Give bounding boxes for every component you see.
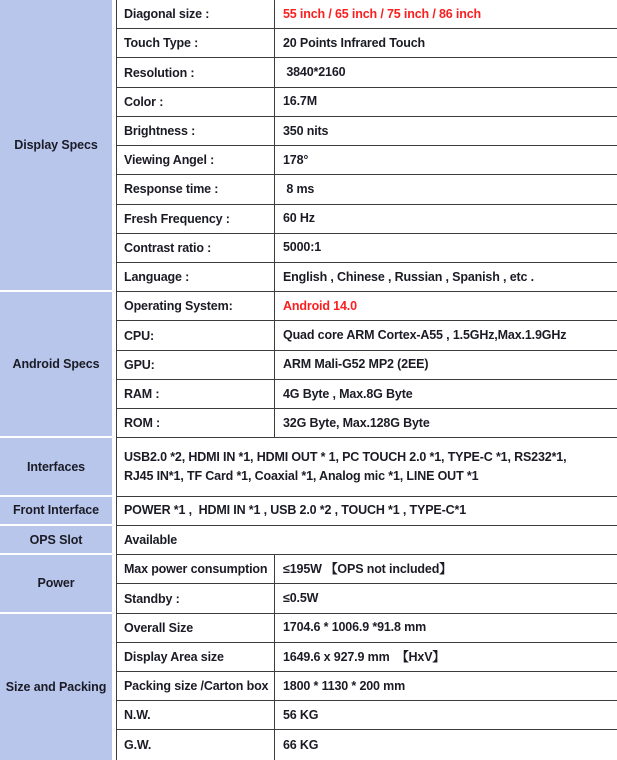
section-header-display-specs: Display Specs [0, 0, 112, 292]
row-label: CPU: [117, 321, 275, 349]
row-value: Quad core ARM Cortex-A55 , 1.5GHz,Max.1.9GHz [283, 328, 567, 343]
section-interfaces [0, 438, 617, 496]
row-value: 1649.6 x 927.9 mm 【HxV】 [283, 649, 445, 664]
table-row [117, 117, 617, 146]
row-value: 32G Byte, Max.128G Byte [283, 415, 430, 430]
table-row [117, 292, 617, 321]
table-row [117, 555, 617, 584]
table-row [117, 351, 617, 380]
row-label: Standby : [117, 584, 275, 612]
row-value: ≤195W 【OPS not included】 [283, 561, 452, 576]
table-row [117, 701, 617, 730]
row-label: Operating System: [117, 292, 275, 320]
table-row [117, 0, 617, 29]
table-row [117, 380, 617, 409]
section-header-ops-slot: OPS Slot [0, 526, 112, 555]
table-row [117, 88, 617, 117]
row-label: Language : [117, 263, 275, 291]
row-value: Available [124, 532, 178, 547]
row-label: ROM : [117, 409, 275, 437]
table-row [117, 497, 617, 526]
table-row [117, 672, 617, 701]
row-value: 8 ms [283, 182, 315, 197]
row-label: G.W. [117, 730, 275, 759]
row-value: 56 KG [283, 708, 319, 722]
row-value: English , Chinese , Russian , Spanish , etc . [283, 269, 534, 284]
section-header-size-and-packing: Size and Packing [0, 614, 112, 760]
table-row [117, 584, 617, 613]
table-row [117, 526, 617, 555]
table-row [117, 205, 617, 234]
row-value: 16.7M [283, 94, 317, 109]
section-header-power: Power [0, 555, 112, 613]
row-value: 1800 * 1130 * 200 mm [283, 678, 406, 693]
row-label: Touch Type : [117, 29, 275, 57]
table-row [117, 321, 617, 350]
row-value: 5000:1 [283, 240, 322, 255]
section-rows [116, 614, 617, 760]
table-row [117, 29, 617, 58]
section-display-specs [0, 0, 617, 292]
table-row [117, 234, 617, 263]
table-row [117, 58, 617, 87]
row-value: 20 Points Infrared Touch [283, 35, 426, 50]
row-value: 4G Byte , Max.8G Byte [283, 386, 413, 401]
section-android-specs [0, 292, 617, 438]
row-value: ARM Mali-G52 MP2 (2EE) [283, 357, 429, 372]
table-row [117, 146, 617, 175]
row-label: Brightness : [117, 117, 275, 145]
section-rows [116, 292, 617, 438]
section-ops-slot [0, 526, 617, 555]
table-row [117, 263, 617, 292]
row-label: Packing size /Carton box [117, 672, 275, 700]
row-label: Diagonal size : [117, 0, 275, 28]
section-rows [116, 438, 617, 496]
row-label: RAM : [117, 380, 275, 408]
row-label: Contrast ratio : [117, 234, 275, 262]
table-row [117, 643, 617, 672]
row-value: ≤0.5W [283, 591, 319, 606]
row-label: N.W. [117, 701, 275, 729]
table-row [117, 614, 617, 643]
section-rows [116, 526, 617, 555]
row-label: Viewing Angel : [117, 146, 275, 174]
table-row [117, 175, 617, 204]
row-value: 60 Hz [283, 211, 315, 226]
table-row [117, 409, 617, 438]
row-label: Response time : [117, 175, 275, 203]
row-label: Color : [117, 88, 275, 116]
row-value: 55 inch / 65 inch / 75 inch / 86 inch [283, 6, 481, 21]
row-value: 66 KG [283, 737, 319, 752]
section-rows [116, 0, 617, 292]
section-header-android-specs: Android Specs [0, 292, 112, 438]
section-header-interfaces: Interfaces [0, 438, 112, 496]
section-size-and-packing [0, 614, 617, 760]
row-value: 3840*2160 [283, 65, 346, 80]
row-value: Android 14.0 [283, 298, 357, 313]
row-value: 178° [283, 152, 309, 167]
row-label: Fresh Frequency : [117, 205, 275, 233]
section-rows [116, 555, 617, 613]
row-value: POWER *1 , HDMI IN *1 , USB 2.0 *2 , TOUCH *1 , TYPE-C*1 [124, 503, 466, 518]
row-label: Display Area size [117, 643, 275, 671]
row-label: Resolution : [117, 58, 275, 86]
row-value: 1704.6 * 1006.9 *91.8 mm [283, 620, 427, 635]
row-value: 350 nits [283, 123, 329, 138]
row-value: USB2.0 *2, HDMI IN *1, HDMI OUT * 1, PC TOUCH 2.0 *1, TYPE-C *1, RS232*1, RJ45 IN*1, TF Card *1, Coaxial *1, Analog mic *1, LINE OUT *1 [124, 450, 570, 483]
section-header-front-interface: Front Interface [0, 497, 112, 526]
section-power [0, 555, 617, 613]
table-row [117, 730, 617, 759]
row-label: Overall Size [117, 614, 275, 642]
section-rows [116, 497, 617, 526]
row-label: GPU: [117, 351, 275, 379]
table-row [117, 438, 617, 496]
row-label: Max power consumption [117, 555, 275, 583]
section-front-interface [0, 497, 617, 526]
